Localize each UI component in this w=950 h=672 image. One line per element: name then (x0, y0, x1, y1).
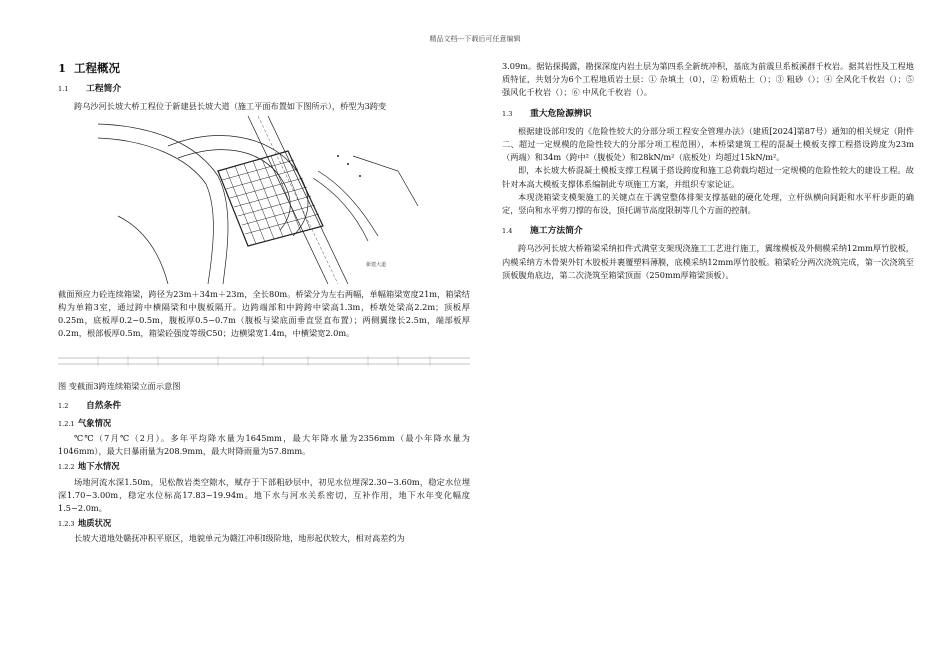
hazard-paragraph-1: 根据建设部印发的《危险性较大的分部分项工程安全管理办法》（建质[2024]第87号）通知的相关规定（附件二、超过一定规模的危险性较大的分部分项工程范围），本桥梁建筑工程的混凝土模板支撑工程搭设跨度为23m（两端）和34m（跨中²（腹板处）和28kN/m²（底板处）均超过15kN/m²。 (502, 125, 914, 163)
section-number: 1.1 (58, 85, 69, 94)
hazard-paragraph-2: 即，本长坡大桥混凝土模板支撑工程属于搭设跨度和施工总荷载均超过一定规模的危险性较大的建设工程。故针对本高大模板支撑体系编制此专项施工方案，并组织专家论证。 (502, 165, 914, 189)
intro-paragraph-1: 跨乌沙河长坡大桥工程位于新建县长坡大道（施工平面布置如下图所示），桥型为3跨变 (74, 101, 387, 112)
section-1-2-3-heading (58, 517, 470, 531)
section-1-3-heading (502, 108, 914, 121)
section-1-2-1-heading (58, 417, 470, 431)
section-title: 工程概况 (74, 61, 120, 75)
section-title: 地下水情况 (78, 461, 120, 472)
left-column (58, 60, 470, 546)
geology-paragraph: 长坡大道地处赣抚冲积平原区，地貌单元为赣江冲积Ⅰ级阶地，地形起伏较大，相对高差约为 (74, 533, 405, 544)
section-1-4-heading (502, 225, 914, 238)
right-column (502, 60, 914, 282)
section-number: 1.2.1 (58, 419, 75, 428)
road-label: 新建大道 (366, 261, 387, 268)
section-1-2-2-heading (58, 460, 470, 474)
section-1-heading (58, 62, 470, 75)
figure-caption: 图 变截面3跨连续箱梁立面示意图 (58, 381, 181, 392)
groundwater-paragraph: 场地河流水深1.50m，见松散岩类空隙水，赋存于下部粗砂层中，初见水位埋深2.30~3.60m，稳定水位埋深1.70~3.00m，稳定水位标高17.83~19.94m。地下水与河水关系密切，互补作用，地下水年变化幅度1.5~2.0m。 (58, 476, 470, 514)
geology-paragraph-continued: 3.09m。据钻探揭露，勘探深度内岩土层为第四系全新统冲积，基底为前震旦系板溪群千枚岩。据其岩性及工程地质特征，共划分为6个工程地质岩土层：① 杂填土（0），② 粉质粘土（）；③ 粗砂（）；④ 全风化千枚岩（）；⑤ 强风化千枚岩（）；⑥ 中风化千枚岩（）。 (502, 61, 914, 98)
section-number: 1.4 (502, 227, 513, 236)
section-1-2-heading (58, 400, 470, 413)
site-plan-drawing (98, 116, 428, 284)
section-number: 1.3 (502, 109, 513, 118)
section-title: 施工方法简介 (530, 226, 583, 237)
intro-paragraph-2: 截面预应力砼连续箱梁，跨径为23m＋34m＋23m，全长80m。桥梁分为左右两幅，单幅箱梁宽度21m，箱梁结构为单箱3室，通过跨中横隔梁和中腹板隔开。边跨端部和中跨跨中梁高1.3m，桥墩处梁高2.2m；顶板厚0.25m，底板厚0.2~0.5m，腹板厚0.5~0.7m（腹板与梁底面垂直竖直布置）；两侧翼缘长2.5m，端部板厚0.2m，根部板厚0.5m，箱梁砼强度等级C50；边横梁宽1.4m，中横梁宽2.0m。 (58, 288, 470, 339)
hazard-paragraph-3: 本现浇箱梁支模架施工的关键点在于满堂整体排架支撑基础的硬化处理，立杆纵横向间距和水平杆步距的确定，竖向和水平剪刀撑的布设，顶托调节高度限制等几个方面的控制。 (502, 191, 914, 216)
section-1-1-heading (58, 83, 470, 96)
section-number: 1 (58, 61, 67, 75)
weather-paragraph: ℃℃（7月℃（2月）。多年平均降水量为1645mm，最大年降水量为2356mm（最小年降水量为1046mm），最大日暴雨量为208.9mm，最大时降雨量为57.8mm。 (58, 433, 470, 457)
section-title: 工程简介 (86, 84, 122, 95)
elevation-drawing (58, 354, 470, 368)
section-number: 1.2.3 (58, 520, 75, 529)
section-title: 自然条件 (86, 400, 122, 411)
page-header: 精品文档---下载后可任意编辑 (429, 35, 521, 43)
section-number: 1.2 (58, 401, 69, 410)
section-title: 气象情况 (78, 417, 112, 428)
method-paragraph: 跨乌沙河长坡大桥箱梁采纳扣件式满堂支架现浇施工工艺进行施工，翼缘模板及外侧模采纳12mm厚竹胶板，内模采纳方木骨架外钉木胶板并裹覆塑料薄膜，底模采纳12mm厚竹胶板。箱梁砼分两次浇筑完成，第一次浇筑至顶板腹角底边，第二次浇筑至箱梁顶面（250mm厚箱梁顶板）。 (502, 243, 914, 280)
section-number: 1.2.2 (58, 463, 75, 472)
section-title: 重大危险源辨识 (530, 108, 592, 119)
section-title: 地质状况 (78, 518, 112, 529)
